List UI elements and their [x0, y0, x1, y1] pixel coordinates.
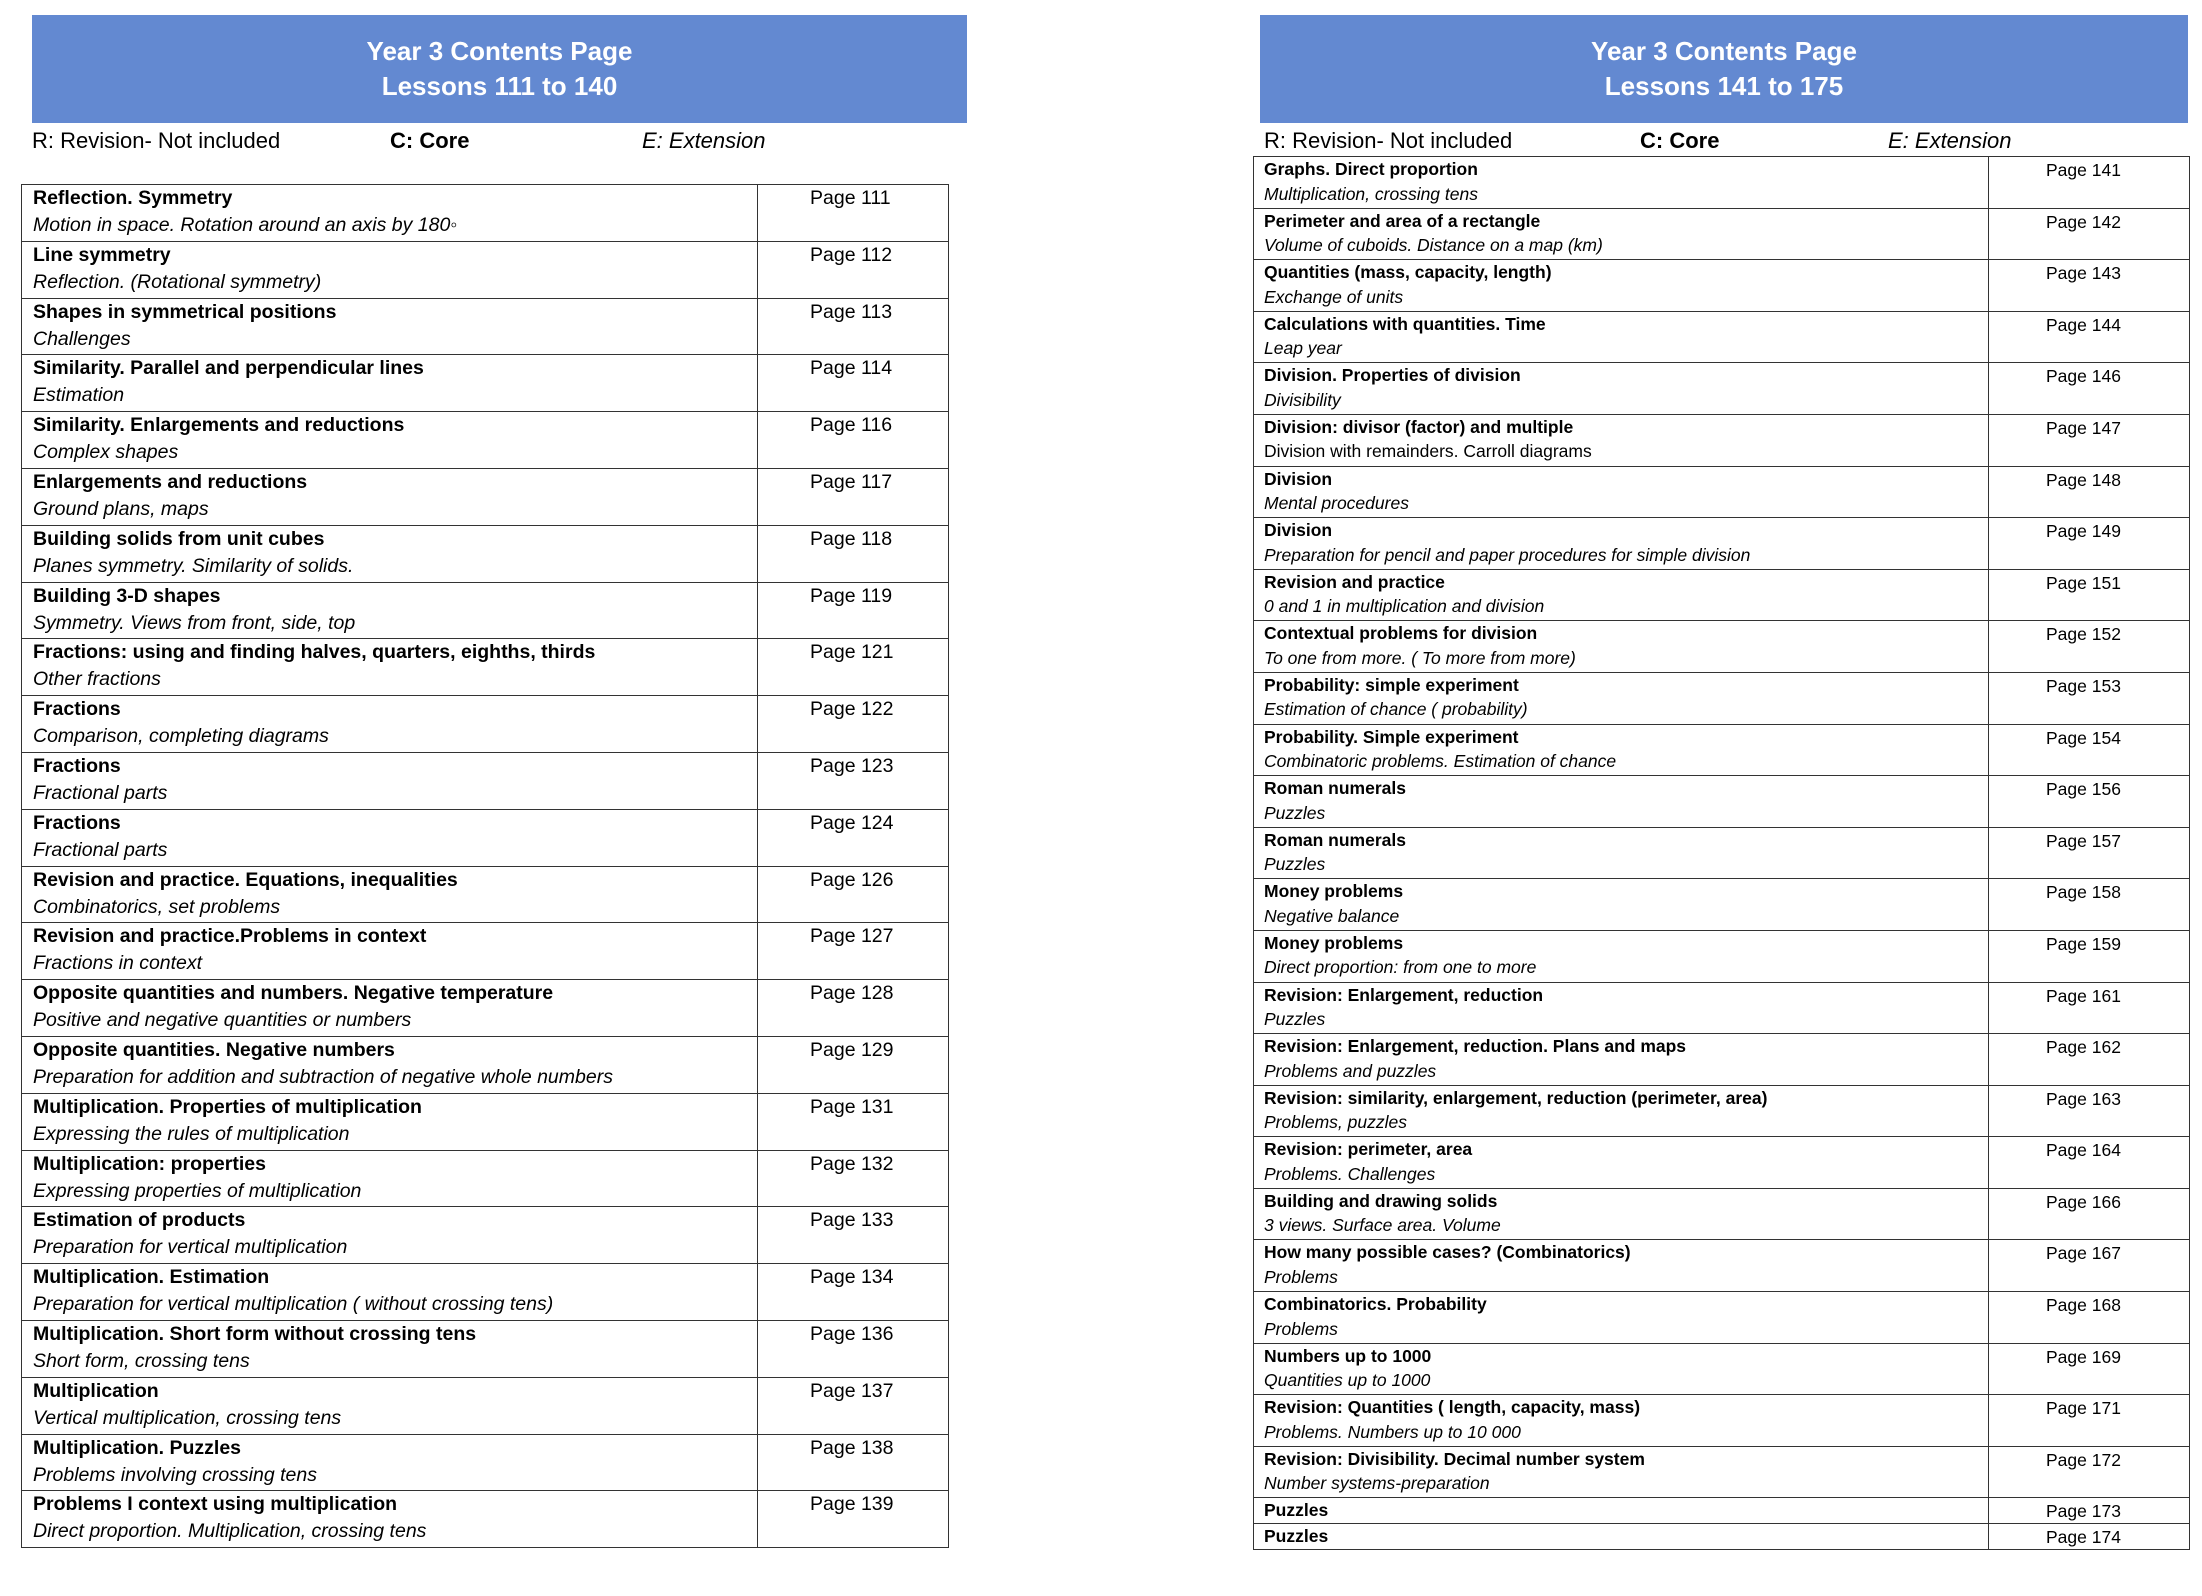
page-number: Page 143 — [1989, 260, 2190, 312]
table-row — [22, 1093, 949, 1150]
page-number: Page 159 — [1989, 930, 2190, 982]
page-number: Page 132 — [758, 1150, 949, 1207]
lesson-cell — [1254, 1395, 1989, 1447]
page-number: Page 157 — [1989, 827, 2190, 879]
lesson-subtitle: 3 views. Surface area. Volume — [1264, 1215, 1501, 1236]
contents-table-right — [1253, 156, 2190, 1550]
lesson-title: Problems I context using multiplication — [33, 1493, 398, 1516]
lesson-cell — [22, 1264, 758, 1321]
lesson-title: Revision: Divisibility. Decimal number system — [1264, 1448, 1645, 1469]
lesson-title: Similarity. Parallel and perpendicular lines — [33, 357, 424, 380]
lesson-cell — [1254, 311, 1989, 363]
table-row — [22, 1434, 949, 1491]
lesson-cell — [22, 185, 758, 242]
contents-table-left — [21, 184, 949, 1548]
table-row — [1254, 157, 2190, 209]
table-row — [22, 525, 949, 582]
table-row — [1254, 518, 2190, 570]
table-row — [22, 355, 949, 412]
table-row — [22, 639, 949, 696]
lesson-subtitle: Problems — [1264, 1266, 1338, 1287]
table-row — [1254, 672, 2190, 724]
lesson-subtitle: Planes symmetry. Similarity of solids. — [33, 554, 354, 577]
lesson-title: Fractions — [33, 754, 121, 777]
lesson-subtitle: Preparation for addition and subtraction of negative whole numbers — [33, 1065, 613, 1088]
lesson-subtitle: Fractional parts — [33, 838, 168, 861]
lesson-subtitle: Comparison, completing diagrams — [33, 725, 329, 748]
lesson-title: Multiplication. Properties of multiplication — [33, 1095, 422, 1118]
lesson-subtitle: Reflection. (Rotational symmetry) — [33, 270, 322, 293]
lesson-title: Building 3-D shapes — [33, 584, 221, 607]
page-number: Page 141 — [1989, 157, 2190, 209]
lesson-subtitle: Problems and puzzles — [1264, 1060, 1437, 1081]
lesson-title: Graphs. Direct proportion — [1264, 159, 1478, 179]
page-number: Page 156 — [1989, 776, 2190, 828]
table-row — [22, 1320, 949, 1377]
lesson-subtitle: Vertical multiplication, crossing tens — [33, 1406, 342, 1429]
table-row — [22, 298, 949, 355]
page-number: Page 166 — [1989, 1188, 2190, 1240]
lesson-cell — [1254, 1292, 1989, 1344]
lesson-cell — [22, 752, 758, 809]
lesson-title: Line symmetry — [33, 243, 171, 266]
table-row — [1254, 827, 2190, 879]
lesson-title: Multiplication — [33, 1379, 159, 1402]
lesson-cell — [22, 241, 758, 298]
page-number: Page 138 — [758, 1434, 949, 1491]
lesson-cell — [1254, 672, 1989, 724]
lesson-title: Calculations with quantities. Time — [1264, 313, 1546, 334]
lesson-subtitle: Problems, puzzles — [1264, 1112, 1407, 1133]
lesson-title: Perimeter and area of a rectangle — [1264, 210, 1541, 231]
lesson-title: Revision: Enlargement, reduction — [1264, 984, 1544, 1005]
page-subtitle: Lessons 111 to 140 — [381, 71, 618, 101]
page-number: Page 142 — [1989, 208, 2190, 260]
lesson-subtitle: Exchange of units — [1264, 286, 1404, 307]
lesson-cell — [22, 1093, 758, 1150]
lesson-cell — [22, 866, 758, 923]
page-number: Page 168 — [1989, 1292, 2190, 1344]
lesson-title: Combinatorics. Probability — [1264, 1294, 1487, 1315]
lesson-title: Revision and practice.Problems in context — [33, 925, 427, 948]
page-number: Page 116 — [758, 412, 949, 469]
lesson-cell — [1254, 930, 1989, 982]
lesson-subtitle: Division with remainders. Carroll diagrams — [1264, 441, 1592, 462]
lesson-cell — [1254, 1137, 1989, 1189]
table-row — [1254, 363, 2190, 415]
table-row — [1254, 1524, 2190, 1550]
lesson-title: Revision: Enlargement, reduction. Plans and maps — [1264, 1036, 1687, 1057]
page-number: Page 126 — [758, 866, 949, 923]
page-number: Page 118 — [758, 525, 949, 582]
table-row — [22, 1491, 949, 1548]
lesson-title: Opposite quantities. Negative numbers — [33, 1038, 395, 1061]
lesson-subtitle: Problems — [1264, 1318, 1338, 1339]
lesson-title: Puzzles — [1264, 1526, 1329, 1547]
lesson-title: Division. Properties of division — [1264, 365, 1521, 386]
page-number: Page 113 — [758, 298, 949, 355]
table-row — [22, 241, 949, 298]
page-number: Page 123 — [758, 752, 949, 809]
page-number: Page 167 — [1989, 1240, 2190, 1292]
lesson-subtitle: Volume of cuboids. Distance on a map (km) — [1264, 235, 1603, 256]
lesson-cell — [1254, 363, 1989, 415]
lesson-cell — [22, 1150, 758, 1207]
lesson-subtitle: Short form, crossing tens — [33, 1349, 250, 1372]
lesson-subtitle: Expressing properties of multiplication — [33, 1179, 362, 1202]
legend-extension: E: Extension — [1888, 128, 2012, 153]
table-row — [1254, 1085, 2190, 1137]
table-row — [1254, 724, 2190, 776]
lesson-title: Shapes in symmetrical positions — [33, 300, 337, 323]
lesson-subtitle: Ground plans, maps — [33, 497, 209, 520]
lesson-cell — [1254, 776, 1989, 828]
lesson-subtitle: Complex shapes — [33, 441, 179, 464]
lesson-subtitle: Divisibility — [1264, 389, 1341, 410]
lesson-cell — [22, 1320, 758, 1377]
page-title: Year 3 Contents Page — [1591, 36, 1857, 66]
page-number: Page 131 — [758, 1093, 949, 1150]
table-row — [22, 866, 949, 923]
lesson-title: Quantities (mass, capacity, length) — [1264, 262, 1552, 283]
page-number: Page 153 — [1989, 672, 2190, 724]
table-row — [1254, 466, 2190, 518]
lesson-cell — [22, 980, 758, 1037]
lesson-title: Fractions — [33, 698, 121, 721]
table-row — [1254, 1034, 2190, 1086]
lesson-cell — [22, 1036, 758, 1093]
page-number: Page 121 — [758, 639, 949, 696]
table-row — [22, 752, 949, 809]
lesson-subtitle: To one from more. ( To more from more) — [1264, 647, 1576, 668]
page-number: Page 161 — [1989, 982, 2190, 1034]
lesson-subtitle: Expressing the rules of multiplication — [33, 1122, 350, 1145]
lesson-cell — [22, 809, 758, 866]
page-number: Page 133 — [758, 1207, 949, 1264]
page-number: Page 152 — [1989, 621, 2190, 673]
legend-revision: R: Revision- Not included — [32, 128, 281, 153]
header-banner — [1260, 15, 2188, 123]
table-row — [22, 980, 949, 1037]
lesson-title: Roman numerals — [1264, 778, 1406, 799]
lesson-title: Reflection. Symmetry — [33, 187, 233, 209]
lesson-title: Enlargements and reductions — [33, 470, 308, 493]
table-row — [22, 1264, 949, 1321]
page-number: Page 146 — [1989, 363, 2190, 415]
table-row — [1254, 982, 2190, 1034]
page-number: Page 136 — [758, 1320, 949, 1377]
lesson-cell — [1254, 621, 1989, 673]
page-number: Page 174 — [1989, 1524, 2190, 1550]
lesson-cell — [22, 696, 758, 753]
lesson-cell — [22, 412, 758, 469]
lesson-title: Revision: similarity, enlargement, reduction (perimeter, area) — [1264, 1087, 1768, 1108]
lesson-cell — [1254, 1240, 1989, 1292]
lesson-subtitle: Combinatoric problems. Estimation of chance — [1264, 751, 1617, 772]
lesson-title: Revision and practice — [1264, 571, 1445, 592]
lesson-subtitle: Combinatorics, set problems — [33, 895, 281, 918]
lesson-subtitle: Estimation — [33, 384, 125, 407]
table-row — [1254, 1395, 2190, 1447]
table-row — [1254, 260, 2190, 312]
page-number: Page 164 — [1989, 1137, 2190, 1189]
lesson-subtitle: Challenges — [33, 327, 131, 350]
lesson-cell — [22, 1377, 758, 1434]
lesson-title: Contextual problems for division — [1264, 623, 1538, 644]
lesson-subtitle: Preparation for pencil and paper procedures for simple division — [1264, 544, 1751, 565]
table-row — [1254, 208, 2190, 260]
table-row — [1254, 1240, 2190, 1292]
lesson-title: How many possible cases? (Combinatorics) — [1264, 1242, 1631, 1263]
lesson-cell — [22, 582, 758, 639]
lesson-cell — [1254, 1188, 1989, 1240]
table-row — [1254, 1292, 2190, 1344]
lesson-subtitle: Problems. Challenges — [1264, 1163, 1436, 1184]
lesson-cell — [22, 1434, 758, 1491]
table-row — [1254, 1343, 2190, 1395]
lesson-title: Division: divisor (factor) and multiple — [1264, 416, 1574, 437]
lesson-subtitle: Symmetry. Views from front, side, top — [33, 611, 356, 634]
lesson-title: Revision: Quantities ( length, capacity, mass) — [1264, 1397, 1641, 1418]
lesson-title: Probability. Simple experiment — [1264, 726, 1519, 747]
lesson-cell — [1254, 260, 1989, 312]
lesson-cell — [1254, 1034, 1989, 1086]
lesson-cell — [1254, 982, 1989, 1034]
table-row — [1254, 930, 2190, 982]
lesson-subtitle: Problems. Numbers up to 10 000 — [1264, 1421, 1521, 1442]
page-number: Page 122 — [758, 696, 949, 753]
legend-extension: E: Extension — [642, 128, 766, 153]
table-row — [1254, 414, 2190, 466]
lesson-title: Similarity. Enlargements and reductions — [33, 414, 405, 437]
lesson-title: Estimation of products — [33, 1209, 246, 1232]
page-number: Page 144 — [1989, 311, 2190, 363]
table-row — [22, 696, 949, 753]
page-number: Page 147 — [1989, 414, 2190, 466]
page-number: Page 158 — [1989, 879, 2190, 931]
lesson-title: Fractions: using and finding halves, quarters, eighths, thirds — [33, 641, 596, 664]
page-number: Page 172 — [1989, 1446, 2190, 1498]
lesson-subtitle: Multiplication, crossing tens — [1264, 183, 1478, 204]
page-number: Page 162 — [1989, 1034, 2190, 1086]
lesson-title: Division — [1264, 520, 1333, 541]
lesson-cell — [1254, 1085, 1989, 1137]
lesson-cell — [22, 525, 758, 582]
lesson-cell — [22, 1491, 758, 1548]
page-number: Page 151 — [1989, 569, 2190, 621]
lesson-subtitle: Number systems-preparation — [1264, 1473, 1490, 1494]
table-row — [22, 582, 949, 639]
page-number: Page 111 — [758, 185, 949, 242]
legend-revision: R: Revision- Not included — [1264, 128, 1513, 153]
page-number: Page 112 — [758, 241, 949, 298]
table-row — [22, 468, 949, 525]
page-number: Page 171 — [1989, 1395, 2190, 1447]
lesson-subtitle: 0 and 1 in multiplication and division — [1264, 596, 1545, 617]
lesson-cell — [22, 923, 758, 980]
legend — [32, 125, 932, 157]
table-row — [1254, 1137, 2190, 1189]
lesson-cell — [1254, 879, 1989, 931]
lesson-subtitle: Direct proportion. Multiplication, crossing tens — [33, 1520, 427, 1543]
lesson-cell — [1254, 1498, 1989, 1524]
lesson-cell — [22, 1207, 758, 1264]
lesson-subtitle: Direct proportion: from one to more — [1264, 957, 1537, 978]
table-row — [22, 1150, 949, 1207]
header-banner — [32, 15, 967, 123]
lesson-title: Building solids from unit cubes — [33, 527, 325, 550]
table-row — [1254, 621, 2190, 673]
lesson-cell — [1254, 466, 1989, 518]
lesson-title: Roman numerals — [1264, 829, 1406, 850]
lesson-title: Numbers up to 1000 — [1264, 1345, 1432, 1366]
table-row — [22, 1377, 949, 1434]
table-row — [22, 185, 949, 242]
page-number: Page 149 — [1989, 518, 2190, 570]
lesson-title: Opposite quantities and numbers. Negative temperature — [33, 982, 554, 1005]
lesson-cell — [1254, 1446, 1989, 1498]
lesson-title: Multiplication: properties — [33, 1152, 266, 1175]
lesson-subtitle: Negative balance — [1264, 905, 1400, 926]
table-row — [1254, 569, 2190, 621]
table-row — [1254, 1188, 2190, 1240]
table-row — [22, 1036, 949, 1093]
page-number: Page 163 — [1989, 1085, 2190, 1137]
page-number: Page 169 — [1989, 1343, 2190, 1395]
lesson-subtitle: Quantities up to 1000 — [1264, 1370, 1431, 1391]
lesson-cell — [1254, 569, 1989, 621]
lesson-cell — [1254, 1524, 1989, 1550]
lesson-title: Revision and practice. Equations, inequalities — [33, 868, 458, 891]
page-number: Page 117 — [758, 468, 949, 525]
lesson-title: Revision: perimeter, area — [1264, 1139, 1473, 1160]
lesson-cell — [1254, 157, 1989, 209]
lesson-cell — [1254, 518, 1989, 570]
table-row — [1254, 1446, 2190, 1498]
lesson-title: Multiplication. Estimation — [33, 1266, 270, 1289]
lesson-subtitle: Puzzles — [1264, 802, 1326, 823]
page-number: Page 173 — [1989, 1498, 2190, 1524]
lesson-subtitle: Motion in space. Rotation around an axis by 180◦ — [33, 214, 458, 236]
legend-core: C: Core — [1640, 128, 1720, 153]
lesson-subtitle: Positive and negative quantities or numbers — [33, 1009, 412, 1032]
table-row — [22, 1207, 949, 1264]
lesson-title: Money problems — [1264, 881, 1404, 902]
lesson-subtitle: Fractions in context — [33, 952, 203, 975]
lesson-title: Money problems — [1264, 932, 1404, 953]
lesson-cell — [1254, 827, 1989, 879]
lesson-subtitle: Puzzles — [1264, 854, 1326, 875]
page-number: Page 134 — [758, 1264, 949, 1321]
lesson-cell — [22, 639, 758, 696]
page-number: Page 127 — [758, 923, 949, 980]
lesson-title: Probability: simple experiment — [1264, 674, 1519, 695]
page-number: Page 124 — [758, 809, 949, 866]
page-number: Page 129 — [758, 1036, 949, 1093]
lesson-cell — [1254, 724, 1989, 776]
lesson-subtitle: Other fractions — [33, 668, 161, 691]
table-row — [1254, 1498, 2190, 1524]
lesson-subtitle: Estimation of chance ( probability) — [1264, 699, 1528, 720]
table-row — [22, 923, 949, 980]
page-title: Year 3 Contents Page — [366, 36, 633, 66]
lesson-cell — [22, 298, 758, 355]
page-number: Page 128 — [758, 980, 949, 1037]
page-number: Page 154 — [1989, 724, 2190, 776]
lesson-cell — [1254, 1343, 1989, 1395]
lesson-subtitle: Mental procedures — [1264, 493, 1409, 514]
lesson-title: Multiplication. Short form without crossing tens — [33, 1322, 477, 1345]
lesson-cell — [1254, 414, 1989, 466]
page-number: Page 137 — [758, 1377, 949, 1434]
lesson-subtitle: Preparation for vertical multiplication ( without crossing tens) — [33, 1293, 554, 1316]
page-number: Page 114 — [758, 355, 949, 412]
page-number: Page 148 — [1989, 466, 2190, 518]
table-row — [22, 412, 949, 469]
lesson-subtitle: Puzzles — [1264, 1009, 1326, 1029]
page-number: Page 139 — [758, 1491, 949, 1548]
legend-core: C: Core — [390, 128, 470, 153]
lesson-subtitle: Preparation for vertical multiplication — [33, 1236, 348, 1259]
table-row — [1254, 879, 2190, 931]
lesson-title: Puzzles — [1264, 1500, 1329, 1521]
lesson-subtitle: Fractional parts — [33, 781, 168, 804]
table-row — [22, 809, 949, 866]
lesson-title: Building and drawing solids — [1264, 1190, 1498, 1211]
lesson-cell — [22, 355, 758, 412]
page-subtitle: Lessons 141 to 175 — [1604, 71, 1844, 101]
lesson-subtitle: Problems involving crossing tens — [33, 1463, 317, 1486]
legend — [1264, 125, 2164, 157]
table-row — [1254, 776, 2190, 828]
lesson-cell — [1254, 208, 1989, 260]
lesson-title: Multiplication. Puzzles — [33, 1436, 242, 1459]
lesson-title: Division — [1264, 468, 1333, 489]
lesson-title: Fractions — [33, 811, 121, 834]
lesson-subtitle: Leap year — [1264, 338, 1342, 359]
lesson-cell — [22, 468, 758, 525]
page-number: Page 119 — [758, 582, 949, 639]
table-row — [1254, 311, 2190, 363]
